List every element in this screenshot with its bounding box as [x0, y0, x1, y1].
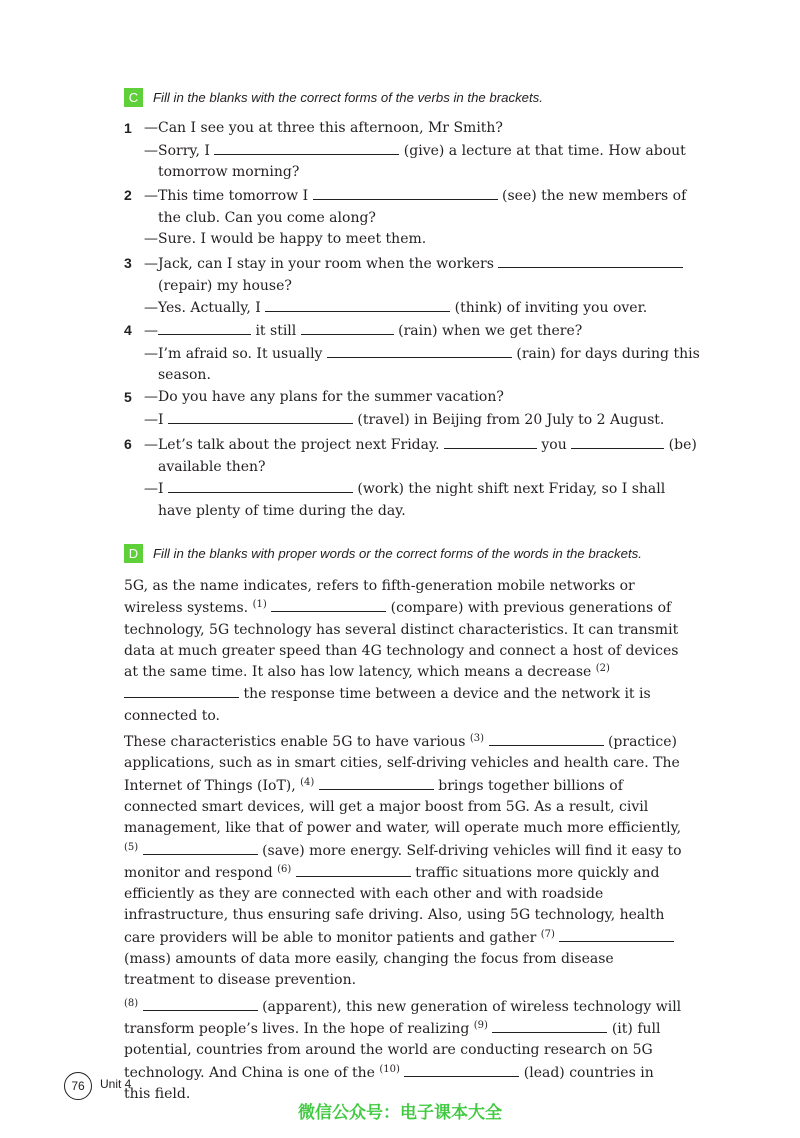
passage-paragraph-3: $^{(8)}$ (apparent), this new generation of wireless technology will transform people’s lives. In the hope of realizing $^{(9)}$ (it) full potential, countries from around the world are conducting research on 5G technology. And China is one of the $^{(10)}$ (lead) countries in this field.	[124, 997, 682, 1102]
dialog-line: —Jack, can I stay in your room when the workers (repair) my house?	[124, 253, 700, 297]
dialog-line: —Yes. Actually, I (think) of inviting you over.	[138, 297, 700, 320]
section-d-badge: D	[124, 544, 143, 563]
dialog-line: —Sure. I would be happy to meet them.	[144, 231, 427, 247]
dialog-line: —I (travel) in Beijing from 20 July to 2 August.	[138, 409, 700, 432]
section-c-instruction: Fill in the blanks with the correct forms of the verbs in the brackets.	[153, 89, 543, 105]
passage-paragraph-1: 5G, as the name indicates, refers to fifth-generation mobile networks or wireless systems. $^{(1)}$ (compare) with previous generations of technology, 5G technology has several distinct characteristics. It can transmit data at much greater speed than 4G technology and connect a host of devices at the same time. It also has low latency, which means a decrease $^{(2)}$ the response time between a device and the network it is connected to.	[124, 578, 679, 724]
section-d-header	[124, 542, 642, 564]
answer-blank[interactable]	[168, 409, 353, 424]
section-c-badge: C	[124, 88, 143, 107]
answer-blank-2[interactable]	[124, 683, 239, 698]
exercise-2	[124, 185, 700, 251]
answer-blank-5[interactable]	[143, 840, 258, 855]
item-number: 5	[124, 389, 132, 405]
watermark-text: 微信公众号：电子课本大全	[298, 1103, 502, 1123]
item-number: 6	[124, 436, 132, 452]
answer-blank-6[interactable]	[296, 862, 411, 877]
answer-blank[interactable]	[265, 297, 450, 312]
answer-blank[interactable]	[571, 434, 664, 449]
item-number: 3	[124, 255, 132, 271]
answer-blank[interactable]	[214, 140, 399, 155]
item-number: 4	[124, 322, 132, 338]
answer-blank[interactable]	[498, 253, 683, 268]
answer-blank-9[interactable]	[492, 1018, 607, 1033]
unit-label: Unit 4	[100, 1077, 132, 1091]
dialog-line: — it still (rain) when we get there?	[124, 320, 700, 343]
exercise-4	[124, 320, 700, 387]
answer-blank[interactable]	[313, 185, 498, 200]
section-d-instruction: Fill in the blanks with proper words or the correct forms of the words in the brackets.	[153, 545, 642, 561]
answer-blank-7[interactable]	[559, 927, 674, 942]
answer-blank-1[interactable]	[271, 597, 386, 612]
dialog-line: —This time tomorrow I (see) the new members of the club. Can you come along?	[124, 185, 700, 229]
answer-blank-8[interactable]	[143, 996, 258, 1011]
page-number: 76	[64, 1072, 92, 1100]
answer-blank-4[interactable]	[319, 775, 434, 790]
reading-passage	[124, 576, 684, 1109]
answer-blank[interactable]	[444, 434, 537, 449]
dialog-line: —I (work) the night shift next Friday, so I shall have plenty of time during the day.	[138, 478, 700, 522]
exercise-1	[124, 118, 700, 184]
dialog-line: —Let’s talk about the project next Friday. you (be) available then?	[124, 434, 700, 478]
exercise-3	[124, 253, 700, 320]
exercise-6	[124, 434, 700, 522]
answer-blank-3[interactable]	[489, 731, 604, 746]
answer-blank[interactable]	[301, 320, 394, 335]
answer-blank[interactable]	[327, 343, 512, 358]
answer-blank-10[interactable]	[404, 1062, 519, 1077]
item-number: 2	[124, 187, 132, 203]
section-c-header	[124, 86, 543, 108]
dialog-line: —I’m afraid so. It usually (rain) for days during this season.	[138, 343, 700, 387]
item-number: 1	[124, 120, 132, 136]
dialog-line: —Do you have any plans for the summer vacation?	[144, 389, 504, 405]
answer-blank[interactable]	[158, 320, 251, 335]
dialog-line: —Can I see you at three this afternoon, Mr Smith?	[144, 120, 503, 136]
answer-blank[interactable]	[168, 478, 353, 493]
passage-paragraph-2: These characteristics enable 5G to have various $^{(3)}$ (practice) applications, such as in smart cities, self-driving vehicles and health care. The Internet of Things (IoT), $^{(4)}$ brings together billions of connected smart devices, will get a major boost from 5G. As a result, civil management, like that of power and water, will operate much more efficiently, $^{(5)}$ (save) more energy. Self-driving vehicles will find it easy to monitor and respond $^{(6)}$ traffic situations more quickly and efficiently as they are connected with each other and with roadside infrastructure, thus ensuring safe driving. Also, using 5G technology, health care providers will be able to monitor patients and gather $^{(7)}$ (mass) amounts of data more easily, changing the focus from disease treatment to disease prevention.	[124, 733, 682, 989]
exercise-5	[124, 387, 700, 431]
dialog-line: —Sorry, I (give) a lecture at that time. How about tomorrow morning?	[138, 140, 700, 184]
